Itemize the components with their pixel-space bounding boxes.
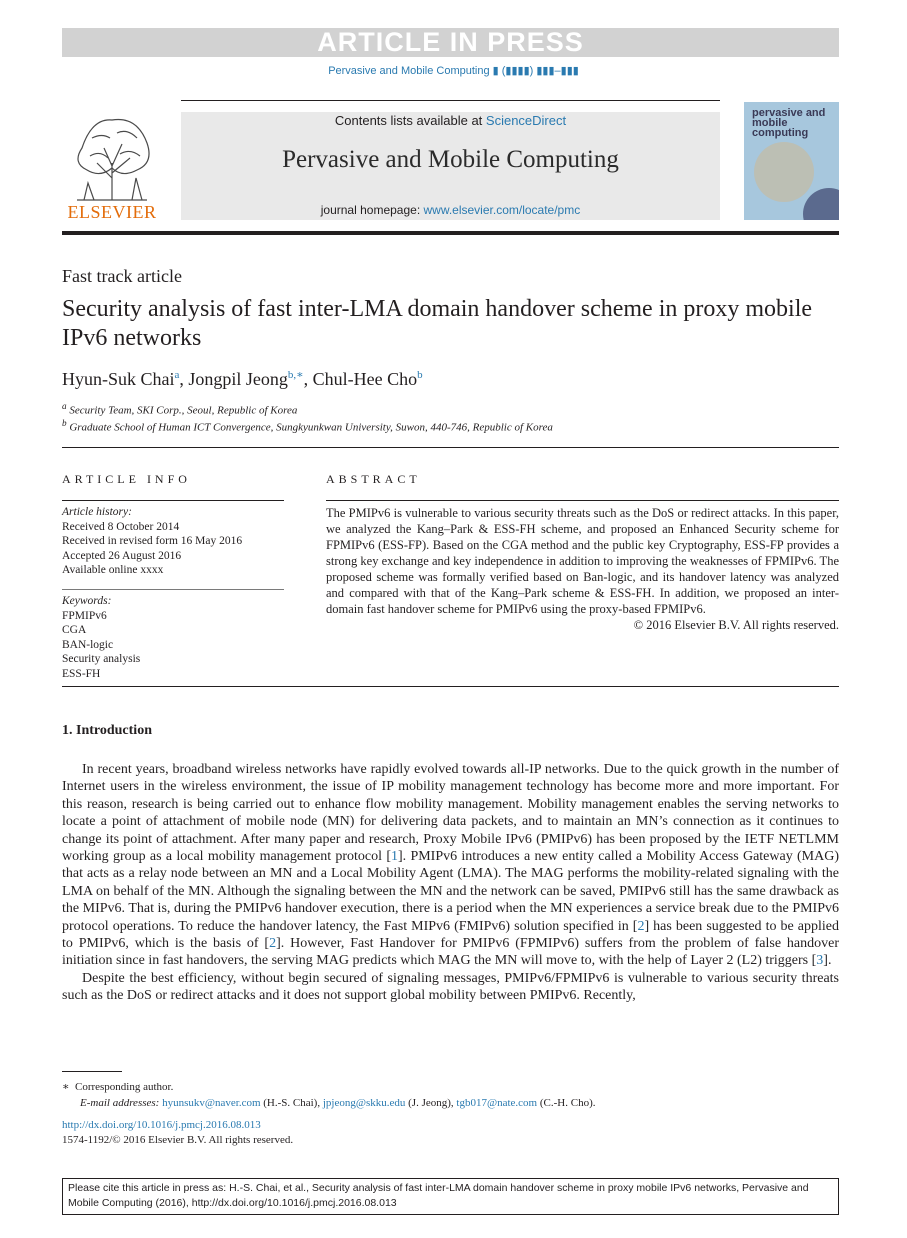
citation-link[interactable]: 2 — [637, 918, 645, 934]
text-run: ]. — [823, 953, 832, 969]
author-name[interactable]: Hyun-Suk Chai — [62, 369, 175, 389]
text-run: In recent years, broadband wireless networks have rapidly evolved towards all-IP networks. Due to the quick growth in the number of Internet users in the wireless environment, the issue of IP mobility management technology has become more and more important. For this reason, research is being carried out to enhance flow mobility management. Mobility management enables the serving networks to locate a point of attachment of mobile node (MN) for delivering data packets, and to maintain an MN’s connection as it continues to change its point of attachment. After many paper and research, Proxy Mobile IPv6 (PMIPv6) has been proposed by the IETF NETLMM working group as a local mobility management protocol [ — [62, 762, 839, 865]
email-owner: (C.-H. Cho). — [537, 1097, 596, 1109]
abstract — [326, 505, 839, 633]
abstract-text: The PMIPv6 is vulnerable to various security threats such as the DoS or redirect attacks. In this paper, we analyzed the Kang–Park & ESS-FH scheme, and proposed an Enhanced Security scheme for FPMIPv6 (ESS-FP). Based on the CGA method and the public key Cryptography, ESS-FP provides a strong key exchange and key independence in addition to improving the weaknesses of FPMIPv6. The proposed scheme was formally verified based on Ban-logic, and its handover latency was analyzed and compared with that of the Kang–Park scheme & ESS-FH. In addition, we proposed an inter-domain fast handover scheme for PMIPv6 using the proxy-based FPMIPv6. — [326, 506, 839, 616]
citation-link[interactable]: 2 — [269, 936, 277, 952]
homepage-prefix: journal homepage: — [320, 203, 424, 217]
corresponding-author-note — [62, 1080, 173, 1093]
masthead-divider — [181, 100, 720, 101]
affiliation-text: Graduate School of Human ICT Convergence, Sungkyunkwan University, Suwon, 440-746, Republic of Korea — [69, 421, 553, 434]
keyword: FPMIPv6 — [62, 609, 107, 622]
issn-copyright: 1574-1192/© 2016 Elsevier B.V. All rights reserved. — [62, 1134, 294, 1146]
article-info-rule — [62, 500, 284, 501]
author-affiliation-mark[interactable]: b,∗ — [287, 369, 304, 381]
citation-box — [62, 1178, 839, 1215]
author-separator: , — [303, 369, 313, 389]
abstract-rule — [326, 500, 839, 501]
keywords — [62, 594, 140, 682]
introduction-heading: 1. Introduction — [62, 723, 152, 738]
affiliation-b — [62, 418, 553, 434]
paragraph: Despite the best efficiency, without begin secured of signaling messages, PMIPv6/FPMIPv6 is vulnerable to various security threats such as the DoS or redirect attacks and it does not support global mobility between PMIPv6. Recently, — [62, 970, 839, 1004]
citation-link[interactable]: 3 — [816, 953, 824, 969]
author-name[interactable]: Jongpil Jeong — [188, 369, 288, 389]
section-rule — [62, 686, 839, 687]
history-item: Received in revised form 16 May 2016 — [62, 535, 243, 548]
affiliation-text: Security Team, SKI Corp., Seoul, Republic of Korea — [69, 404, 298, 417]
keyword: Security analysis — [62, 653, 141, 666]
contents-line — [181, 112, 720, 130]
article-in-press-banner: ARTICLE IN PRESS — [62, 28, 839, 57]
abstract-copyright: © 2016 Elsevier B.V. All rights reserved. — [633, 618, 839, 632]
author-separator: , — [179, 369, 189, 389]
history-item: Received 8 October 2014 — [62, 520, 180, 533]
homepage-link[interactable]: www.elsevier.com/locate/pmc — [423, 203, 581, 217]
email-link[interactable]: hyunsukv@naver.com — [162, 1097, 261, 1109]
author-affiliation-mark[interactable]: a — [174, 369, 180, 381]
citation-text: Please cite this article in press as: H.-S. Chai, et al., Security analysis of fast inter-LMA domain handover scheme in proxy mobile IPv6 networks, Pervasive and Mobile Computing (2016), http://dx.doi.org/10.1016/j.pmcj.2016.08.013 — [68, 1182, 809, 1209]
email-link[interactable]: jpjeong@skku.edu — [322, 1097, 406, 1109]
homepage-line — [181, 203, 720, 217]
email-owner: (H.-S. Chai), — [260, 1097, 323, 1109]
author-name[interactable]: Chul-Hee Cho — [312, 369, 418, 389]
text-run: ] has been suggested to be applied to PMIPv6, which is the basis of [ — [62, 918, 839, 952]
sciencedirect-link[interactable]: ScienceDirect — [485, 113, 567, 128]
keywords-label: Keywords: — [62, 595, 112, 607]
affiliation-mark: a — [62, 401, 67, 411]
journal-title: Pervasive and Mobile Computing — [282, 146, 619, 173]
cover-title: pervasive and mobile computing — [752, 107, 826, 139]
text-run: ]. However, Fast Handover for PMIPv6 (FPMIPv6) suffers from the problem of false handover initiation since in fast handovers, the serving MAG predicts which MAG the MN will move to, with the help of Layer 2 (L2) triggers [ — [62, 936, 839, 969]
email-link[interactable]: tgb017@nate.com — [456, 1097, 538, 1109]
keyword: BAN-logic — [62, 638, 114, 651]
elsevier-wordmark[interactable]: ELSEVIER — [67, 202, 157, 222]
header-rule — [62, 231, 839, 235]
article-history — [62, 505, 242, 578]
abstract-heading: ABSTRACT — [326, 472, 421, 486]
article-title: Security analysis of fast inter-LMA domain handover scheme in proxy mobile IPv6 networks — [62, 296, 813, 351]
author-affiliation-mark[interactable]: b — [417, 369, 423, 381]
article-type: Fast track article — [62, 266, 182, 286]
affiliation-mark: b — [62, 418, 67, 428]
text-run: ]. PMIPv6 introduces a new entity called a Mobility Access Gateway (MAG) that acts as a relay node between an MN and a Local Mobility Agent (LMA). The MAG performs the mobility-related signaling with the LMA on behalf of the MN. Although the signaling between the MN and the network can be saved, PMIPv6 still has the same drawback as the MIPv6. That is, during the PMIPv6 handover execution, there is a period when the MN experiences a service break due to the PMIPv6 protocol operations. To reduce the handover latency, the Fast MIPv6 (FMIPv6) solution specified in [ — [62, 849, 839, 934]
history-item: Available online xxxx — [62, 564, 164, 577]
keyword: ESS-FH — [62, 667, 101, 680]
introduction-body — [62, 761, 839, 1005]
history-label: Article history: — [62, 506, 132, 518]
footnote-mark: ∗ — [62, 1081, 70, 1093]
doi-link[interactable]: http://dx.doi.org/10.1016/j.pmcj.2016.08.013 — [62, 1119, 261, 1131]
contents-prefix: Contents lists available at — [334, 113, 486, 128]
footnote-text: Corresponding author. — [74, 1081, 174, 1093]
citation-link[interactable]: 1 — [391, 849, 398, 865]
keyword: CGA — [62, 624, 87, 637]
footnote-rule — [62, 1071, 122, 1072]
email-owner: (J. Jeong), — [405, 1097, 457, 1109]
author-list — [62, 368, 423, 390]
keywords-rule — [62, 589, 284, 590]
article-info-heading: ARTICLE INFO — [62, 472, 191, 486]
email-addresses — [80, 1097, 595, 1109]
journal-reference[interactable]: Pervasive and Mobile Computing ▮ (▮▮▮▮) ▮▮▮–▮▮▮ — [328, 65, 579, 77]
section-rule — [62, 447, 839, 448]
history-item: Accepted 26 August 2016 — [62, 549, 182, 562]
journal-cover-thumbnail[interactable] — [744, 102, 839, 220]
paragraph — [62, 761, 839, 970]
email-label: E-mail addresses: — [80, 1097, 160, 1109]
affiliation-a — [62, 401, 297, 417]
